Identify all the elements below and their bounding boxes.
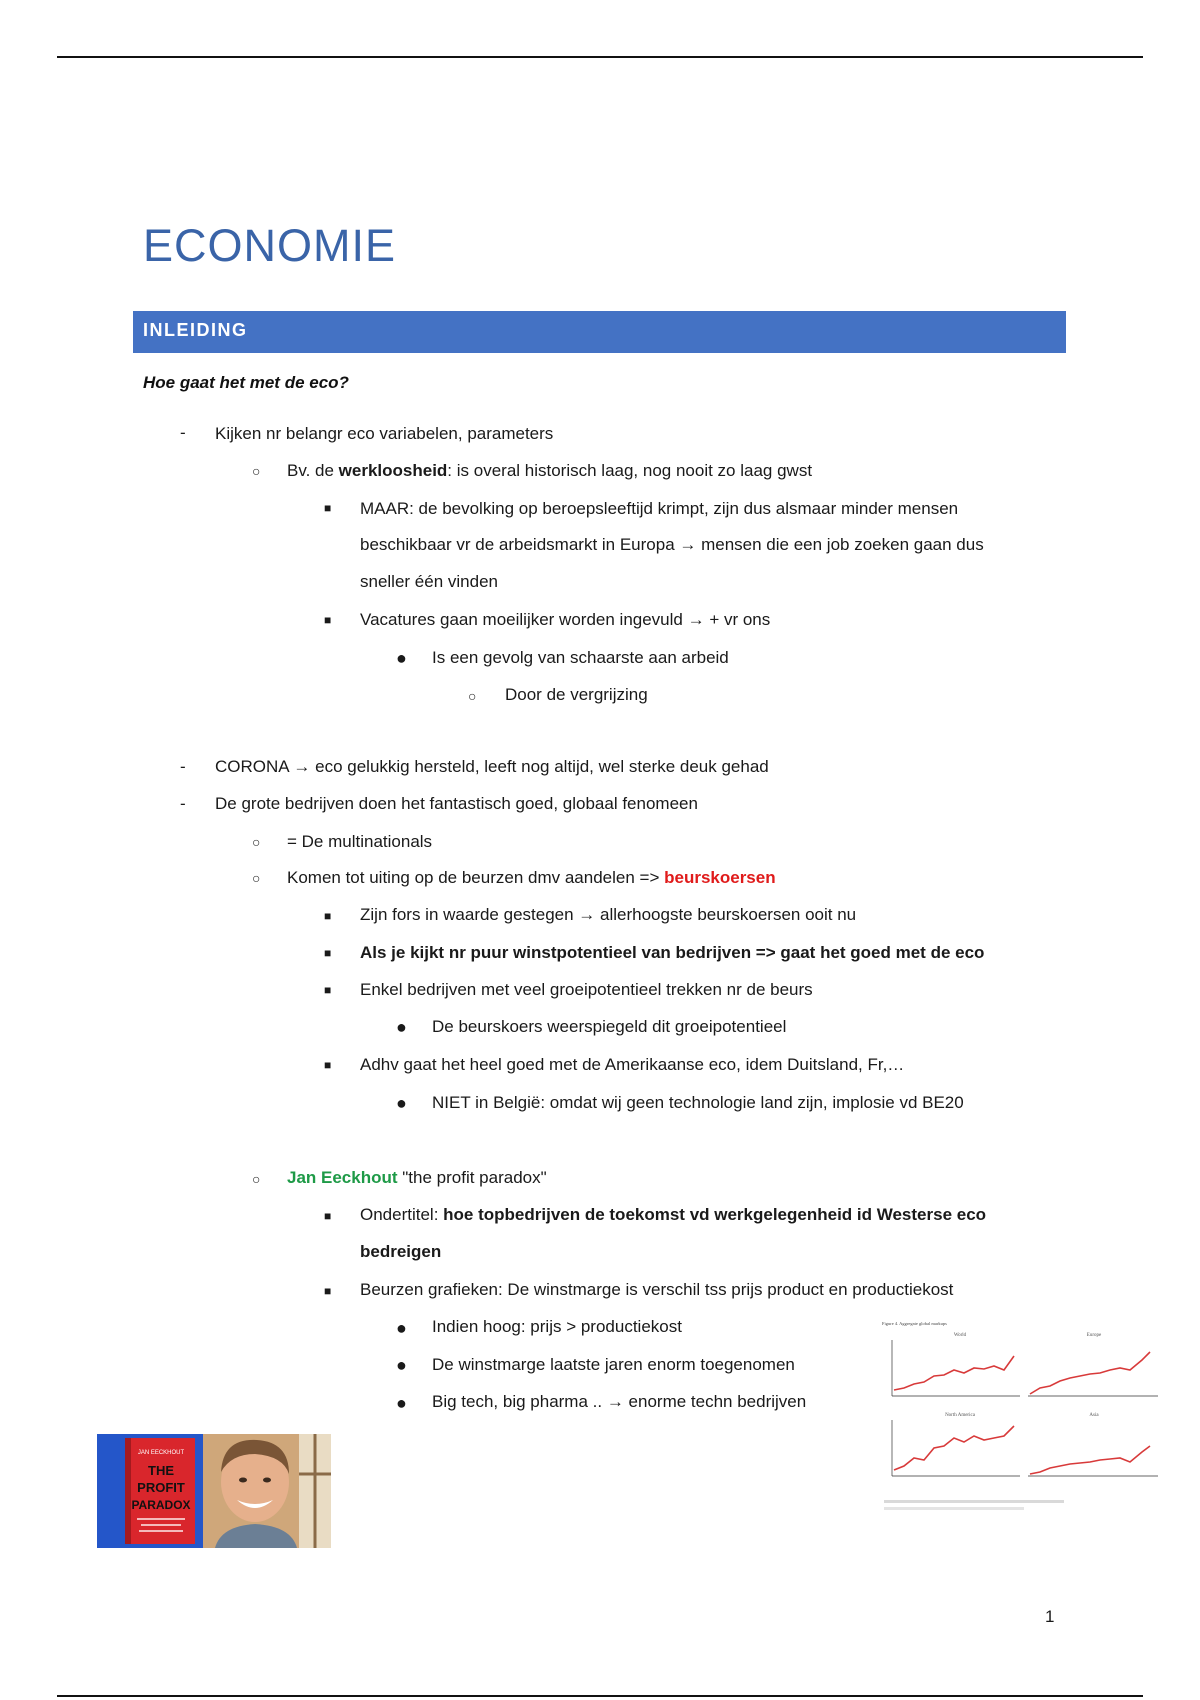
dash-bullet: - <box>180 423 186 442</box>
list-item: Vacatures gaan moeilijker worden ingevuld → + vr ons <box>360 610 771 629</box>
circle-bullet: ○ <box>252 1171 261 1187</box>
circle-bullet: ○ <box>252 463 261 479</box>
panel-europe-label: Europe <box>1086 1333 1102 1338</box>
dot-bullet: ● <box>396 1017 407 1037</box>
dash-bullet: - <box>180 757 186 776</box>
list-item: Door de vergrijzing <box>505 685 648 704</box>
square-bullet: ■ <box>324 946 332 960</box>
list-item: Adhv gaat het heel goed met de Amerikaanse eco, idem Duitsland, Fr,… <box>360 1055 905 1074</box>
square-bullet: ■ <box>324 501 332 515</box>
circle-bullet: ○ <box>468 688 477 704</box>
list-item: De winstmarge laatste jaren enorm toegenomen <box>432 1355 795 1374</box>
list-item: MAAR: de bevolking op beroepsleeftijd krimpt, zijn dus alsmaar minder mensen <box>360 499 959 518</box>
list-item-text: Komen tot uiting op de beurzen dmv aandelen => <box>287 868 665 887</box>
list-item <box>287 868 776 888</box>
list-item-continuation: bedreigen <box>360 1242 442 1261</box>
list-item <box>287 461 812 481</box>
square-bullet: ■ <box>324 909 332 923</box>
book-title-line1: THE <box>148 1463 174 1478</box>
book-title-line3: PARADOX <box>131 1498 191 1512</box>
list-item: Beurzen grafieken: De winstmarge is verschil tss prijs product en productiekost <box>360 1280 954 1299</box>
section-banner-label: INLEIDING <box>143 320 248 340</box>
dash-bullet: - <box>180 794 186 813</box>
top-rule <box>57 56 1143 58</box>
book-author: JAN EECKHOUT <box>137 1450 185 1456</box>
section-banner <box>133 311 1066 353</box>
list-item-continuation: beschikbaar vr de arbeidsmarkt in Europa → mensen die een job zoeken gaan dus <box>360 535 984 554</box>
page-number: 1 <box>1045 1607 1055 1626</box>
book-author-photo <box>97 1434 331 1548</box>
dot-bullet: ● <box>396 1093 407 1113</box>
list-item <box>360 1205 986 1225</box>
list-item: De beurskoers weerspiegeld dit groeipotentieel <box>432 1017 787 1036</box>
section-subheading: Hoe gaat het met de eco? <box>143 373 349 392</box>
book-cover <box>125 1438 195 1544</box>
panel-na-label: North America <box>945 1413 975 1418</box>
square-bullet: ■ <box>324 1058 332 1072</box>
list-item-text: Bv. de <box>287 461 339 480</box>
book-title-line2: PROFIT <box>137 1480 185 1495</box>
square-bullet: ■ <box>324 1284 332 1298</box>
list-item: Enkel bedrijven met veel groeipotentieel trekken nr de beurs <box>360 980 813 999</box>
list-item: De grote bedrijven doen het fantastisch goed, globaal fenomeen <box>215 794 698 813</box>
panel-asia-label: Asia <box>1089 1413 1099 1418</box>
list-item-continuation: sneller één vinden <box>360 572 498 591</box>
square-bullet: ■ <box>324 613 332 627</box>
list-item: Indien hoog: prijs > productiekost <box>432 1317 682 1336</box>
panel-world-label: World <box>953 1333 967 1338</box>
dot-bullet: ● <box>396 1355 407 1375</box>
term-werkloosheid: werkloosheid <box>338 461 448 480</box>
dot-bullet: ● <box>396 648 407 668</box>
document-title: ECONOMIE <box>143 220 397 271</box>
list-item: Big tech, big pharma .. → enorme techn bedrijven <box>432 1392 807 1411</box>
dot-bullet: ● <box>396 1318 407 1338</box>
list-item: Zijn fors in waarde gestegen → allerhoogste beurskoersen ooit nu <box>360 905 857 924</box>
list-item: Is een gevolg van schaarste aan arbeid <box>432 648 729 667</box>
list-item: NIET in België: omdat wij geen technologie land zijn, implosie vd BE20 <box>432 1093 964 1112</box>
term-beurskoersen: beurskoersen <box>664 868 776 887</box>
square-bullet: ■ <box>324 1209 332 1223</box>
list-item: CORONA → eco gelukkig hersteld, leeft nog altijd, wel sterke deuk gehad <box>215 757 769 776</box>
list-item-text: Ondertitel: <box>360 1205 444 1224</box>
markup-figure <box>880 1318 1168 1518</box>
bottom-rule <box>57 1695 1143 1697</box>
dot-bullet: ● <box>396 1393 407 1413</box>
circle-bullet: ○ <box>252 834 261 850</box>
author-portrait <box>215 1440 297 1548</box>
square-bullet: ■ <box>324 983 332 997</box>
figure-caption: Figure 4. Aggregate global markups <box>882 1321 947 1326</box>
author-name: Jan Eeckhout <box>287 1168 398 1187</box>
list-item-text: : is overal historisch laag, nog nooit zo laag gwst <box>447 461 813 480</box>
list-item-text: "the profit paradox" <box>397 1168 547 1187</box>
list-item: Als je kijkt nr puur winstpotentieel van bedrijven => gaat het goed met de eco <box>360 943 985 962</box>
list-item: = De multinationals <box>287 832 433 851</box>
list-item: Kijken nr belangr eco variabelen, parameters <box>215 424 554 443</box>
circle-bullet: ○ <box>252 870 261 886</box>
subtitle-text: hoe topbedrijven de toekomst vd werkgelegenheid id Westerse eco <box>443 1205 987 1224</box>
list-item <box>287 1168 547 1188</box>
